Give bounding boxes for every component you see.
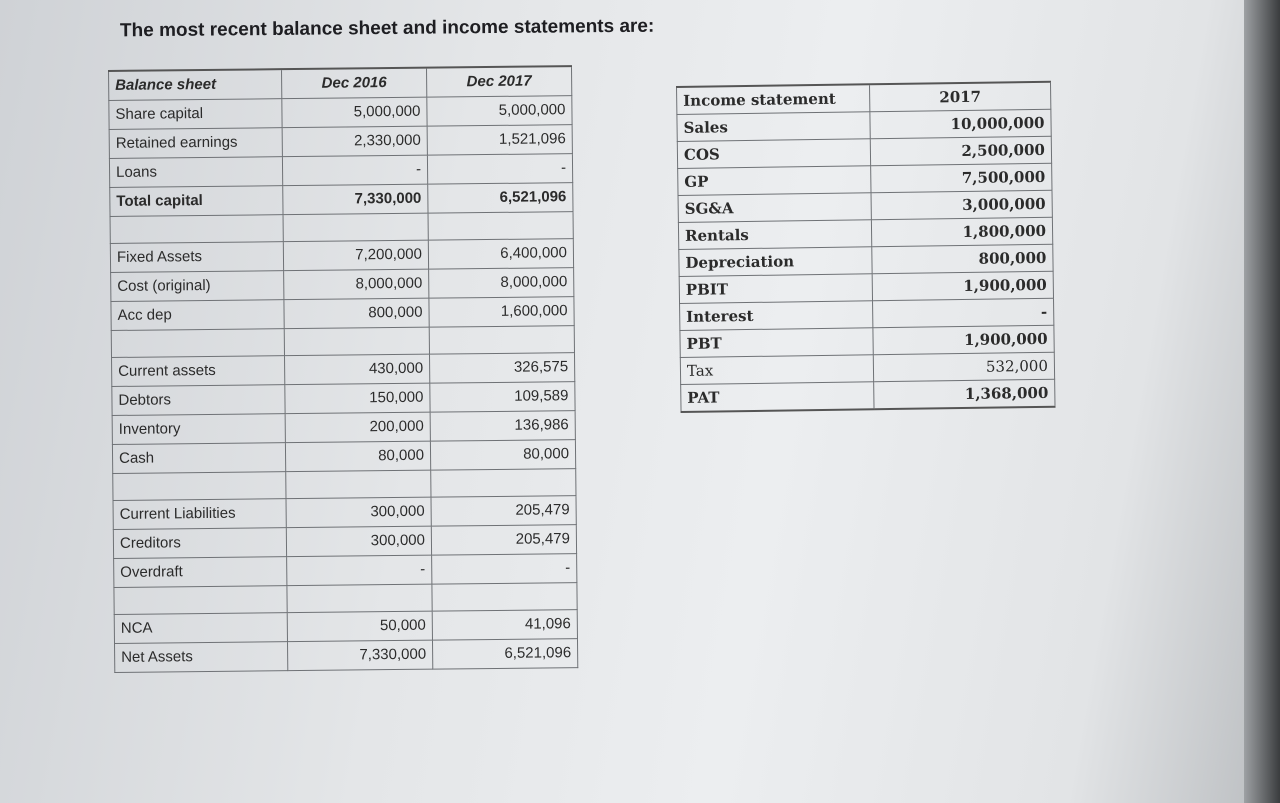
row-value: 1,800,000	[871, 217, 1052, 247]
row-label: Interest	[680, 301, 873, 331]
monitor-bezel	[1244, 0, 1280, 803]
row-value: 7,500,000	[871, 163, 1052, 193]
row-label: Depreciation	[679, 247, 872, 277]
value-2016: 150,000	[285, 383, 430, 414]
row-value: -	[873, 298, 1054, 328]
value-2016: -	[287, 555, 432, 586]
row-label: Share capital	[109, 99, 282, 130]
row-label: Retained earnings	[109, 128, 282, 159]
row-label: PBIT	[679, 274, 872, 304]
row-label: Current Liabilities	[113, 499, 286, 530]
value-2017: 326,575	[429, 353, 574, 384]
row-label: PBT	[680, 328, 873, 358]
header-cell: Income statement	[677, 84, 870, 114]
row-label: PAT	[681, 382, 874, 412]
value-2016: 300,000	[286, 526, 431, 557]
row-value: 3,000,000	[871, 190, 1052, 220]
page-title: The most recent balance sheet and income statements are:	[119, 15, 655, 42]
header-cell: Dec 2016	[282, 68, 427, 99]
balance-sheet-table	[108, 65, 578, 673]
row-value: 2,500,000	[870, 136, 1051, 166]
value-2017: -	[432, 554, 577, 585]
value-2017: 205,479	[431, 496, 576, 527]
value-2016: 430,000	[285, 354, 430, 385]
row-value: 1,368,000	[874, 379, 1055, 409]
row-label: GP	[678, 166, 871, 196]
value-2016: 5,000,000	[282, 97, 427, 128]
row-value: 532,000	[873, 352, 1054, 382]
value-2017: 1,600,000	[429, 297, 574, 328]
row-label: Inventory	[112, 414, 285, 445]
row-label: Cash	[112, 443, 285, 474]
value-2017: 109,589	[430, 382, 575, 413]
header-cell: Balance sheet	[109, 69, 282, 100]
value-2016: 7,330,000	[287, 640, 432, 671]
row-value: 1,900,000	[872, 271, 1053, 301]
value-2017: 1,521,096	[427, 125, 572, 156]
header-cell: Dec 2017	[426, 66, 571, 97]
value-2016: -	[282, 155, 427, 186]
header-cell: 2017	[869, 82, 1050, 112]
row-value: 10,000,000	[870, 109, 1051, 139]
row-label: NCA	[114, 613, 287, 644]
value-2017: 136,986	[430, 411, 575, 442]
value-2017: 6,400,000	[428, 239, 573, 270]
value-2017: 205,479	[431, 525, 576, 556]
income-statement-table	[676, 81, 1056, 413]
row-value: 1,900,000	[873, 325, 1054, 355]
row-label: Rentals	[678, 220, 871, 250]
row-label: Acc dep	[111, 300, 284, 331]
row-label: Net Assets	[115, 642, 288, 673]
value-2016: 7,200,000	[283, 240, 428, 271]
row-label: Debtors	[112, 385, 285, 416]
row-label: COS	[677, 139, 870, 169]
value-2016: 300,000	[286, 497, 431, 528]
value-2017: 8,000,000	[429, 268, 574, 299]
row-label: Sales	[677, 112, 870, 142]
row-label: Total capital	[110, 186, 283, 217]
value-2017: 6,521,096	[428, 183, 573, 214]
value-2016: 80,000	[285, 441, 430, 472]
row-value: 800,000	[872, 244, 1053, 274]
value-2016: 2,330,000	[282, 126, 427, 157]
value-2016: 800,000	[284, 298, 429, 329]
row-label: Creditors	[113, 528, 286, 559]
row-label: Overdraft	[114, 557, 287, 588]
row-label: Tax	[680, 355, 873, 385]
value-2017: 41,096	[432, 610, 577, 641]
table-row	[681, 379, 1055, 412]
value-2016: 8,000,000	[284, 269, 429, 300]
value-2017: 5,000,000	[427, 96, 572, 127]
table-row	[115, 639, 578, 673]
value-2017: -	[427, 154, 572, 185]
row-label: Fixed Assets	[110, 242, 283, 273]
value-2017: 6,521,096	[432, 639, 577, 670]
table-header-row	[109, 66, 572, 100]
value-2016: 200,000	[285, 412, 430, 443]
value-2017: 80,000	[430, 440, 575, 471]
row-label: SG&A	[678, 193, 871, 223]
value-2016: 50,000	[287, 611, 432, 642]
row-label: Cost (original)	[111, 271, 284, 302]
row-label: Loans	[109, 157, 282, 188]
value-2016: 7,330,000	[283, 184, 428, 215]
row-label: Current assets	[112, 356, 285, 387]
